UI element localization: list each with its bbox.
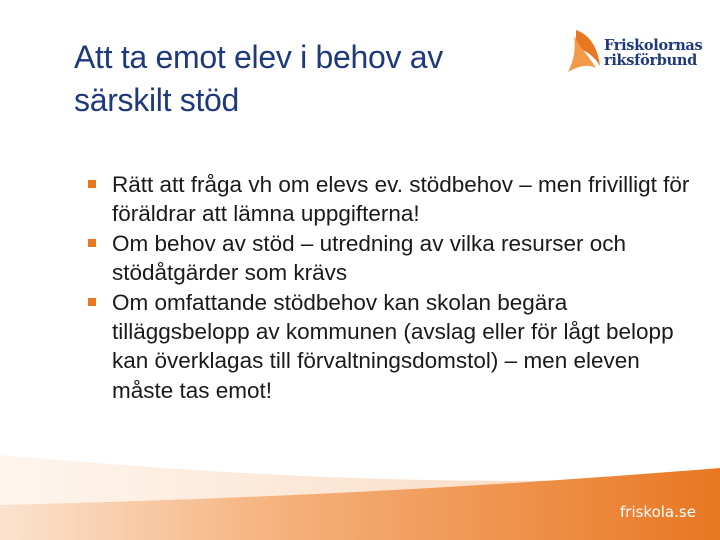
logo-line-1: Friskolornas bbox=[604, 37, 703, 54]
bullet-item bbox=[88, 229, 698, 288]
bullet-item bbox=[88, 170, 698, 229]
slide-title bbox=[74, 36, 554, 122]
square-bullet-icon bbox=[88, 239, 96, 247]
logo-wordmark bbox=[604, 38, 702, 68]
slide-title-line-1: Att ta emot elev i behov av bbox=[74, 39, 443, 75]
friskolornas-logo bbox=[564, 28, 704, 78]
bullet-item bbox=[88, 288, 698, 406]
bullet-text: Om behov av stöd – utredning av vilka resurser och stödåtgärder som krävs bbox=[112, 230, 627, 286]
square-bullet-icon bbox=[88, 298, 96, 306]
footer-url: friskola.se bbox=[620, 503, 696, 521]
slide-title-line-2: särskilt stöd bbox=[74, 82, 240, 118]
bullet-list bbox=[88, 170, 698, 405]
bullet-text: Om omfattande stödbehov kan skolan begära tilläggsbelopp av kommunen (avslag eller för lågt belopp kan överklagas till förvaltningsdomstol) – men eleven måste tas emot! bbox=[112, 289, 674, 403]
bullet-text: Rätt att fråga vh om elevs ev. stödbehov – men frivilligt för föräldrar att lämna uppgifterna! bbox=[112, 172, 690, 227]
logo-line-2: riksförbund bbox=[604, 52, 697, 69]
sail-logo-icon bbox=[564, 28, 602, 76]
square-bullet-icon bbox=[88, 180, 96, 188]
